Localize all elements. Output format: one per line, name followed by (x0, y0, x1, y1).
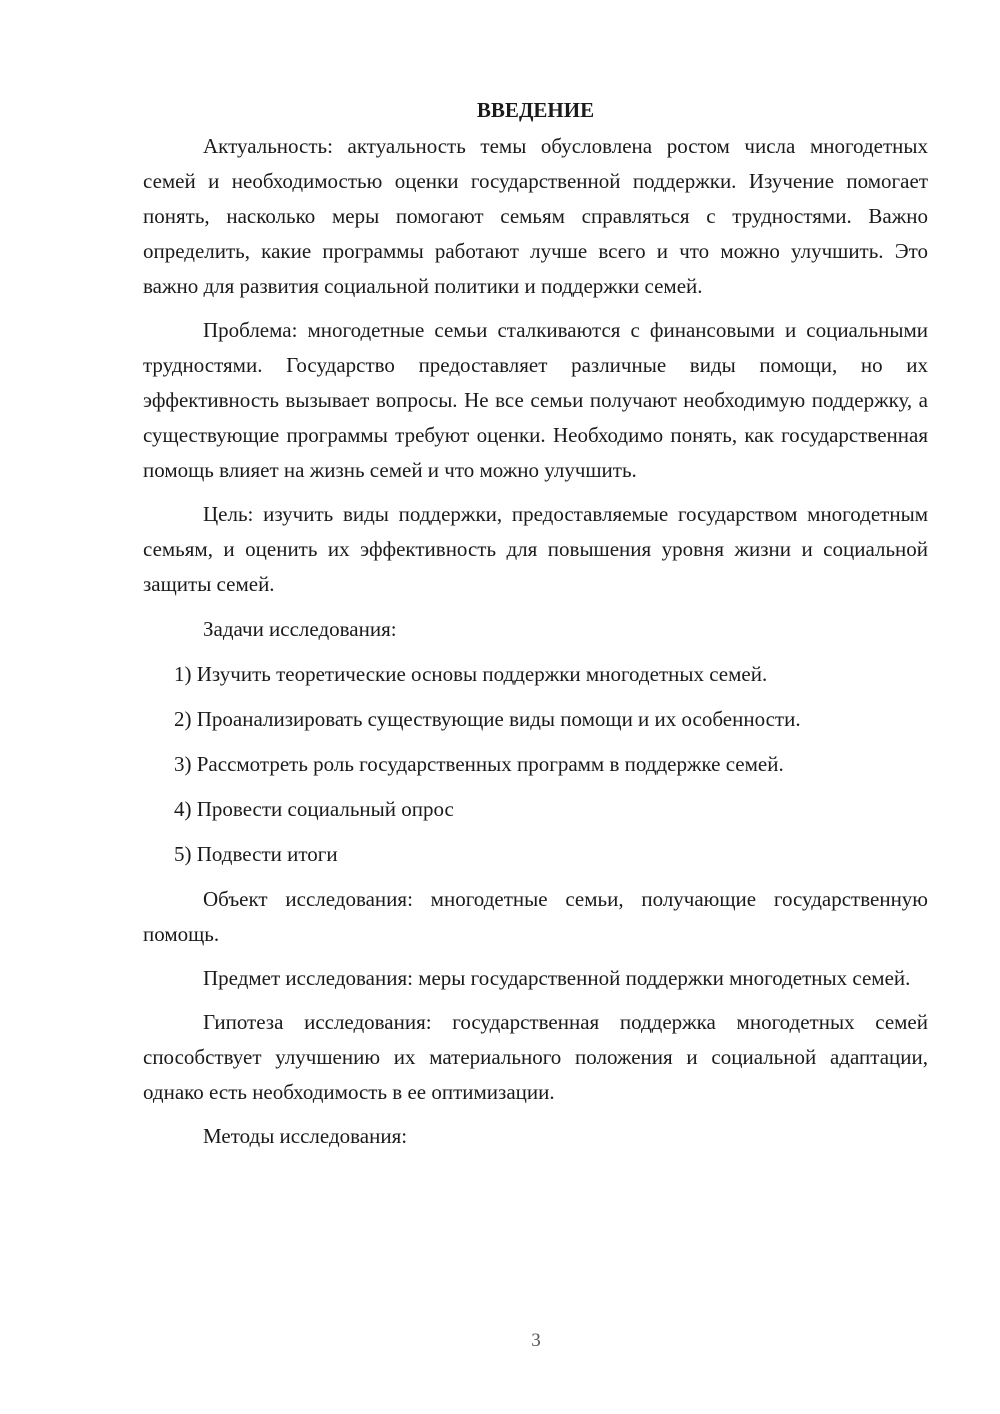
tasks-list (143, 657, 928, 872)
paragraph-goal: Цель: изучить виды поддержки, предоставляемые государством многодетным семьям, и оценить их эффективность для повышения уровня жизни и социальной защиты семей. (143, 502, 928, 596)
list-item: 1) Изучить теоретические основы поддержки многодетных семей. (174, 662, 768, 686)
paragraph-object: Объект исследования: многодетные семьи, получающие государственную помощь. (143, 887, 928, 946)
list-item: 5) Подвести итоги (174, 842, 338, 866)
paragraph-problem: Проблема: многодетные семьи сталкиваются с финансовыми и социальными трудностями. Государство предоставляет различные виды помощи, но их эффективность вызывает вопросы. Не все семьи получают необходимую поддержку, а существующие программы требуют оценки. Необходимо понять, как государственная помощь влияет на жизнь семей и что можно улучшить. (143, 318, 928, 482)
list-item: 2) Проанализировать существующие виды помощи и их особенности. (174, 707, 801, 731)
document-page (143, 93, 928, 1164)
page-title: ВВЕДЕНИЕ (476, 98, 595, 122)
page-number: 3 (531, 1330, 541, 1351)
paragraph-hypothesis: Гипотеза исследования: государственная поддержка многодетных семей способствует улучшению их материального положения и социальной адаптации, однако есть необходимость в ее оптимизации. (143, 1010, 928, 1104)
tasks-heading: Задачи исследования: (203, 617, 397, 641)
list-item: 4) Провести социальный опрос (174, 797, 454, 821)
paragraph-relevance: Актуальность: актуальность темы обусловлена ростом числа многодетных семей и необходимостью оценки государственной поддержки. Изучение помогает понять, насколько меры помогают семьям справляться с трудностями. Важно определить, какие программы работают лучше всего и что можно улучшить. Это важно для развития социальной политики и поддержки семей. (143, 134, 928, 298)
methods-heading: Методы исследования: (203, 1124, 408, 1148)
list-item: 3) Рассмотреть роль государственных программ в поддержке семей. (174, 752, 784, 776)
paragraph-subject: Предмет исследования: меры государственной поддержки многодетных семей. (203, 966, 911, 990)
